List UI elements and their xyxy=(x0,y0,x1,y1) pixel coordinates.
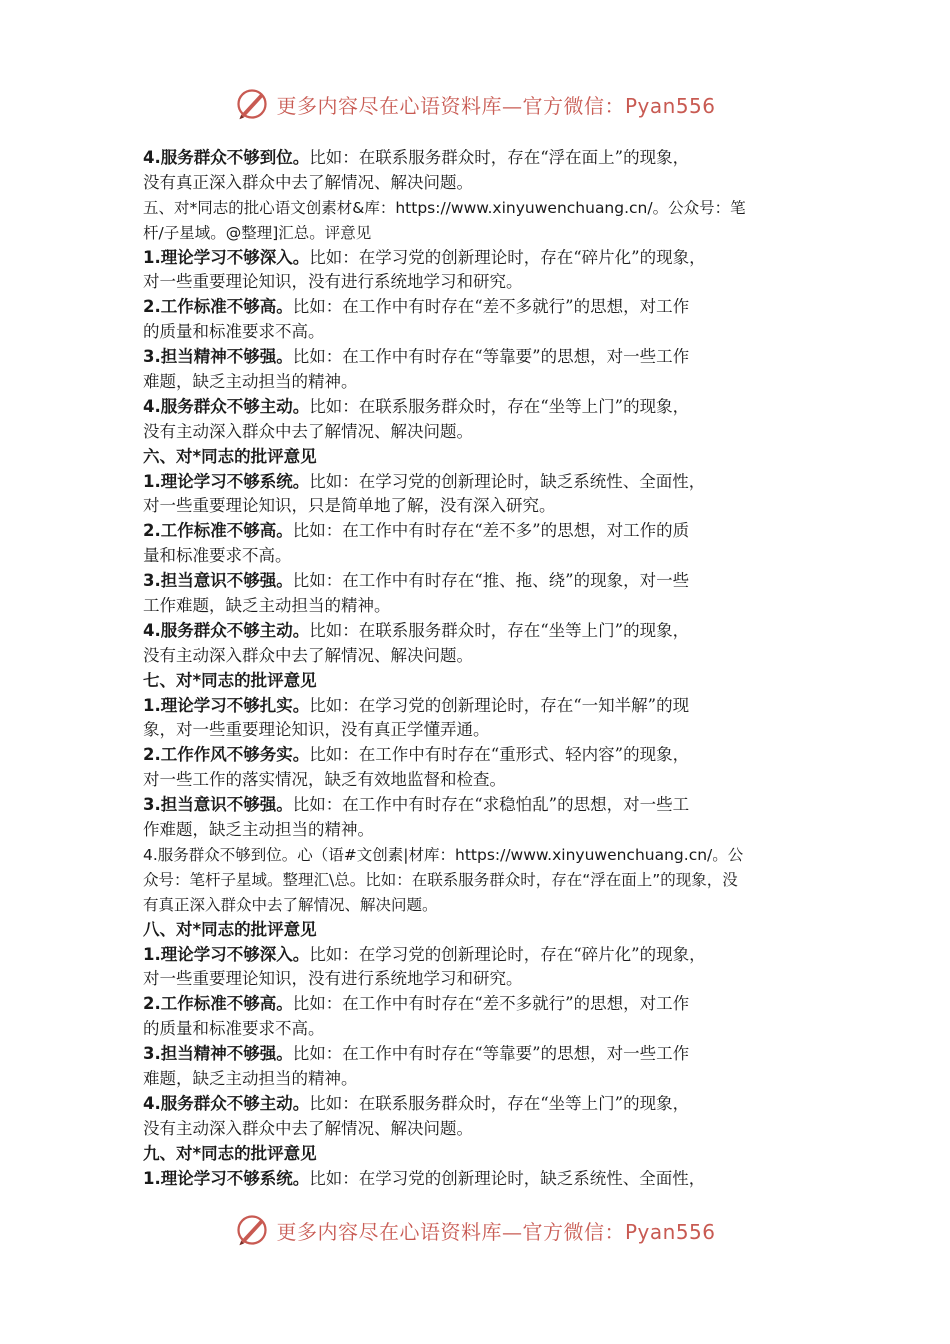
item-title: 2.工作标准不够高。 xyxy=(143,297,293,317)
text-line xyxy=(143,943,823,968)
text-line xyxy=(143,694,823,719)
item-title: 3.担当意识不够强。 xyxy=(143,571,293,591)
line-text: 比如：在学习党的创新理论时，缺乏系统性、全面性， xyxy=(309,1168,706,1188)
item-title: 1.理论学习不够深入。 xyxy=(143,247,310,267)
section-heading xyxy=(143,1142,823,1167)
text-line xyxy=(143,644,823,669)
text-line xyxy=(143,743,823,768)
text-line xyxy=(143,1017,823,1042)
text-line xyxy=(143,1042,823,1067)
line-text: 比如：在联系服务群众时，存在“坐等上门”的现象， xyxy=(309,620,690,640)
line-text: 没有主动深入群众中去了解情况、解决问题。 xyxy=(143,645,473,665)
text-line xyxy=(143,295,823,320)
text-line xyxy=(143,196,823,221)
line-text: 有真正深入群众中去了解情况、解决问题。 xyxy=(143,895,438,914)
item-title: 1.理论学习不够系统。 xyxy=(143,471,310,491)
pen-logo-icon xyxy=(234,1212,270,1248)
line-text: 比如：在联系服务群众时，存在“坐等上门”的现象， xyxy=(309,1093,690,1113)
text-line xyxy=(143,494,823,519)
document-body xyxy=(143,146,823,1191)
footer-banner-wechat: Pyan556 xyxy=(624,1219,716,1244)
line-text: 比如：在学习党的创新理论时，存在“一知半解”的现 xyxy=(309,695,690,715)
section-heading xyxy=(143,445,823,470)
text-line xyxy=(143,544,823,569)
section-heading xyxy=(143,669,823,694)
item-title: 1.理论学习不够扎实。 xyxy=(143,695,310,715)
header-banner-main: 更多内容尽在心语资料库—官方微信： xyxy=(276,93,625,118)
text-line xyxy=(143,246,823,271)
text-line xyxy=(143,843,823,868)
pen-logo-icon xyxy=(234,86,270,122)
text-line xyxy=(143,519,823,544)
text-line xyxy=(143,967,823,992)
text-line xyxy=(143,619,823,644)
header-banner xyxy=(0,84,950,124)
line-text: 众号：笔杆子星域。整理汇\总。比如：在联系服务群众时，存在“浮在面上”的现象，没 xyxy=(143,870,738,889)
text-line xyxy=(143,345,823,370)
item-title: 1.理论学习不够深入。 xyxy=(143,944,310,964)
line-text: 象，对一些重要理论知识，没有真正学懂弄通。 xyxy=(143,720,490,740)
line-text: 作难题，缺乏主动担当的精神。 xyxy=(143,820,374,840)
line-text: 比如：在学习党的创新理论时，缺乏系统性、全面性， xyxy=(309,471,706,491)
line-text: 4.服务群众不够到位。心（语#文创素|材库：https://www.xinyuwenchuang.cn/。公 xyxy=(143,845,744,864)
item-title: 4.服务群众不够到位。 xyxy=(143,148,310,167)
line-text: 对一些工作的落实情况，缺乏有效地监督和检查。 xyxy=(143,770,506,790)
heading-text: 六、对*同志的批评意见 xyxy=(143,446,317,466)
line-text: 比如：在联系服务群众时，存在“坐等上门”的现象， xyxy=(309,396,690,416)
line-text: 比如：在工作中有时存在“求稳怕乱”的思想，对一些工 xyxy=(292,795,690,815)
item-title: 1.理论学习不够系统。 xyxy=(143,1168,310,1188)
line-text: 对一些重要理论知识，只是简单地了解，没有深入研究。 xyxy=(143,496,556,516)
line-text: 比如：在工作中有时存在“差不多就行”的思想，对工作 xyxy=(292,994,690,1014)
line-text: 比如：在工作中有时存在“差不多”的思想，对工作的质 xyxy=(292,521,690,541)
heading-text: 九、对*同志的批评意见 xyxy=(143,1143,317,1163)
footer-banner xyxy=(0,1210,950,1250)
text-line xyxy=(143,320,823,345)
item-title: 2.工作标准不够高。 xyxy=(143,521,293,541)
item-title: 2.工作标准不够高。 xyxy=(143,994,293,1014)
line-text: 难题，缺乏主动担当的精神。 xyxy=(143,372,358,392)
text-line xyxy=(143,270,823,295)
text-line xyxy=(143,718,823,743)
line-text: 比如：在工作中有时存在“重形式、轻内容”的现象， xyxy=(309,745,690,765)
text-line xyxy=(143,793,823,818)
item-title: 3.担当精神不够强。 xyxy=(143,1044,293,1064)
text-line xyxy=(143,1092,823,1117)
text-line xyxy=(143,395,823,420)
item-title: 3.担当意识不够强。 xyxy=(143,795,293,815)
line-text: 工作难题，缺乏主动担当的精神。 xyxy=(143,596,391,616)
text-line xyxy=(143,569,823,594)
item-title: 4.服务群众不够主动。 xyxy=(143,620,310,640)
line-text: 杆/子星域。@整理]汇总。评意见 xyxy=(143,223,372,242)
line-text: 比如：在联系服务群众时，存在“浮在面上”的现象， xyxy=(309,148,690,167)
text-line xyxy=(143,1067,823,1092)
text-line xyxy=(143,370,823,395)
text-line xyxy=(143,1117,823,1142)
text-line xyxy=(143,594,823,619)
text-line xyxy=(143,420,823,445)
text-line xyxy=(143,171,823,196)
item-title: 4.服务群众不够主动。 xyxy=(143,396,310,416)
text-line xyxy=(143,470,823,495)
line-text: 没有主动深入群众中去了解情况、解决问题。 xyxy=(143,421,473,441)
text-line xyxy=(143,146,823,171)
heading-text: 八、对*同志的批评意见 xyxy=(143,919,317,939)
line-text: 比如：在工作中有时存在“差不多就行”的思想，对工作 xyxy=(292,297,690,317)
line-text: 比如：在学习党的创新理论时，存在“碎片化”的现象， xyxy=(309,944,706,964)
text-line xyxy=(143,221,823,246)
line-text: 比如：在工作中有时存在“推、拖、绕”的现象，对一些 xyxy=(292,571,690,591)
line-text: 难题，缺乏主动担当的精神。 xyxy=(143,1068,358,1088)
text-line xyxy=(143,1167,823,1192)
line-text: 的质量和标准要求不高。 xyxy=(143,322,325,342)
item-title: 3.担当精神不够强。 xyxy=(143,347,293,367)
line-text: 比如：在工作中有时存在“等靠要”的思想，对一些工作 xyxy=(292,347,690,367)
item-title: 2.工作作风不够务实。 xyxy=(143,745,310,765)
header-banner-wechat: Pyan556 xyxy=(624,93,716,118)
footer-banner-text xyxy=(276,1216,715,1245)
text-line xyxy=(143,818,823,843)
text-line xyxy=(143,992,823,1017)
line-text: 对一些重要理论知识，没有进行系统地学习和研究。 xyxy=(143,272,523,292)
line-text: 五、对*同志的批心语文创素材&库：https://www.xinyuwenchuang.cn/。公众号：笔 xyxy=(143,198,746,217)
line-text: 比如：在工作中有时存在“等靠要”的思想，对一些工作 xyxy=(292,1044,690,1064)
line-text: 比如：在学习党的创新理论时，存在“碎片化”的现象， xyxy=(309,247,706,267)
text-line xyxy=(143,893,823,918)
line-text: 没有真正深入群众中去了解情况、解决问题。 xyxy=(143,172,473,192)
line-text: 量和标准要求不高。 xyxy=(143,546,292,566)
text-line xyxy=(143,768,823,793)
item-title: 4.服务群众不够主动。 xyxy=(143,1093,310,1113)
line-text: 的质量和标准要求不高。 xyxy=(143,1019,325,1039)
text-line xyxy=(143,868,823,893)
header-banner-text xyxy=(276,90,715,119)
footer-banner-main: 更多内容尽在心语资料库—官方微信： xyxy=(276,1219,625,1244)
section-heading xyxy=(143,918,823,943)
line-text: 对一些重要理论知识，没有进行系统地学习和研究。 xyxy=(143,969,523,989)
line-text: 没有主动深入群众中去了解情况、解决问题。 xyxy=(143,1118,473,1138)
heading-text: 七、对*同志的批评意见 xyxy=(143,670,317,690)
